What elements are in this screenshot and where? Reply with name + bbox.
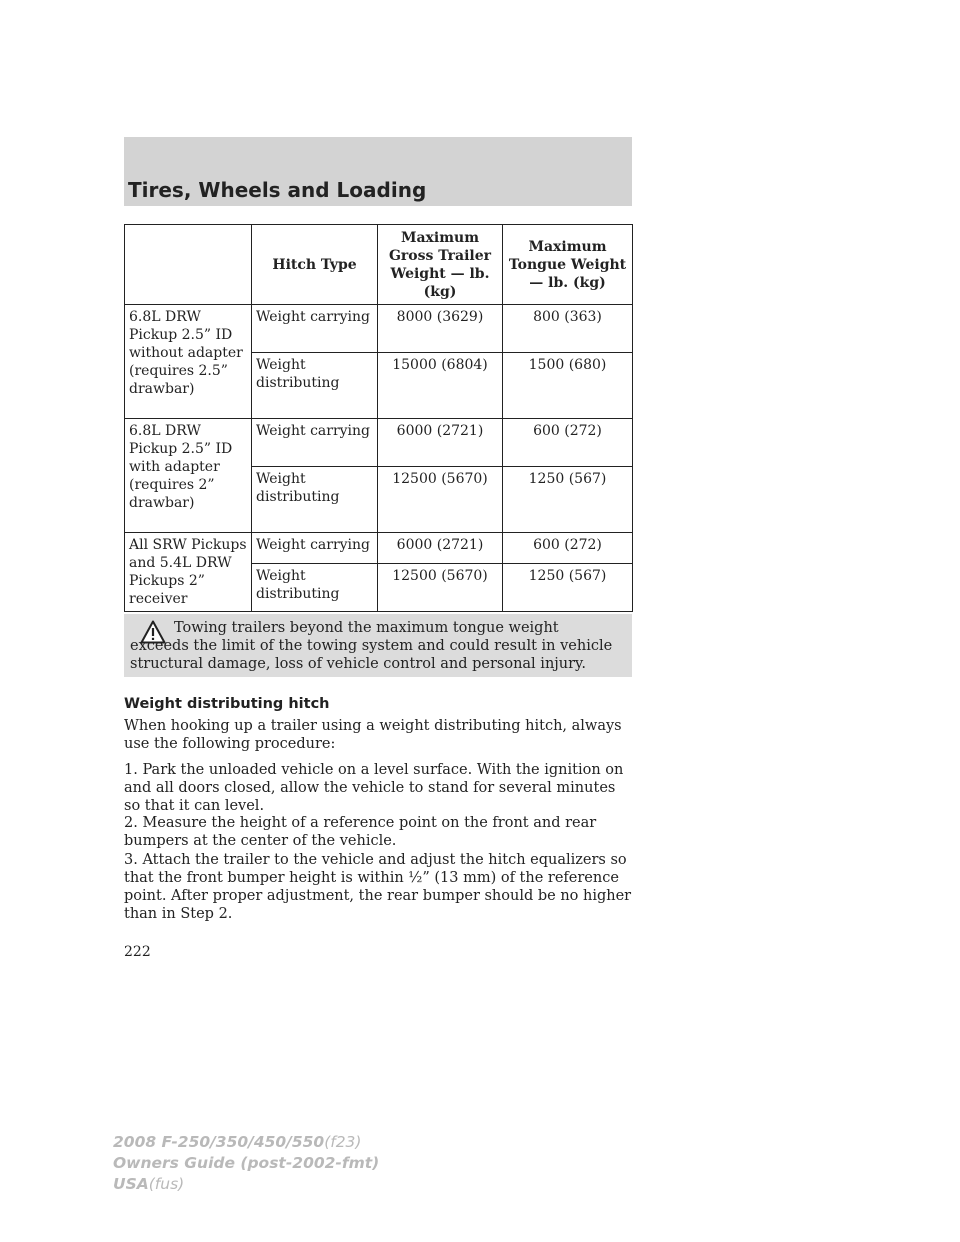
table-row: [125, 419, 633, 467]
table-header-row: [125, 225, 633, 305]
hitch-type-cell: Weight distributing: [252, 467, 378, 533]
vehicle-cell: 6.8L DRW Pickup 2.5” ID with adapter (requires 2” drawbar): [125, 419, 252, 533]
hitch-type-cell: Weight carrying: [252, 305, 378, 353]
warning-text: Towing trailers beyond the maximum tongue weight exceeds the limit of the towing system and could result in vehicle structural damage, loss of vehicle control and personal injury.: [130, 620, 613, 672]
section-title: Tires, Wheels and Loading: [128, 178, 427, 202]
intro-paragraph: When hooking up a trailer using a weight distributing hitch, always use the following procedure:: [124, 718, 622, 752]
footer-line-1: [113, 1132, 379, 1153]
gross-weight-cell: 6000 (2721): [378, 533, 503, 564]
step-3: 3. Attach the trailer to the vehicle and adjust the hitch equalizers so that the front bumper height is within ½” (13 mm) of the reference point. After proper adjustment, the rear bumper should be no higher than in Step 2.: [124, 852, 632, 922]
vehicle-cell: 6.8L DRW Pickup 2.5” ID without adapter (requires 2.5” drawbar): [125, 305, 252, 419]
document-footer: [113, 1132, 379, 1195]
tongue-weight-cell: 800 (363): [503, 305, 633, 353]
footer-line-3: [113, 1174, 379, 1195]
gross-weight-cell: 12500 (5670): [378, 564, 503, 612]
gross-weight-cell: 8000 (3629): [378, 305, 503, 353]
table-row: [125, 533, 633, 564]
header-cell-gross-weight: Maximum Gross Trailer Weight — lb. (kg): [378, 225, 503, 305]
header-cell-vehicle: [125, 225, 252, 305]
hitch-type-cell: Weight distributing: [252, 353, 378, 419]
section-heading: Weight distributing hitch: [124, 696, 330, 712]
gross-weight-cell: 12500 (5670): [378, 467, 503, 533]
hitch-type-cell: Weight carrying: [252, 533, 378, 564]
warning-box: [124, 614, 632, 677]
hitch-type-cell: Weight carrying: [252, 419, 378, 467]
towing-capacity-table: [124, 224, 633, 612]
tongue-weight-cell: 600 (272): [503, 419, 633, 467]
header-cell-tongue-weight: Maximum Tongue Weight — lb. (kg): [503, 225, 633, 305]
footer-model-code: (f23): [324, 1133, 362, 1151]
tongue-weight-cell: 1250 (567): [503, 467, 633, 533]
footer-market: USA: [113, 1175, 149, 1193]
page-number: 222: [124, 944, 151, 960]
header-cell-hitch-type: Hitch Type: [252, 225, 378, 305]
gross-weight-cell: 6000 (2721): [378, 419, 503, 467]
tongue-weight-cell: 1500 (680): [503, 353, 633, 419]
gross-weight-cell: 15000 (6804): [378, 353, 503, 419]
step-1: 1. Park the unloaded vehicle on a level surface. With the ignition on and all doors closed, allow the vehicle to stand for several minutes so that it can level.: [124, 762, 624, 814]
tongue-weight-cell: 600 (272): [503, 533, 633, 564]
table-row: [125, 305, 633, 353]
vehicle-cell: All SRW Pickups and 5.4L DRW Pickups 2” receiver: [125, 533, 252, 612]
step-2: 2. Measure the height of a reference point on the front and rear bumpers at the center of the vehicle.: [124, 815, 597, 849]
tongue-weight-cell: 1250 (567): [503, 564, 633, 612]
footer-line-2: Owners Guide (post-2002-fmt): [113, 1154, 380, 1172]
hitch-type-cell: Weight distributing: [252, 564, 378, 612]
footer-model: 2008 F-250/350/450/550: [113, 1133, 325, 1151]
footer-market-code: (fus): [148, 1175, 185, 1193]
